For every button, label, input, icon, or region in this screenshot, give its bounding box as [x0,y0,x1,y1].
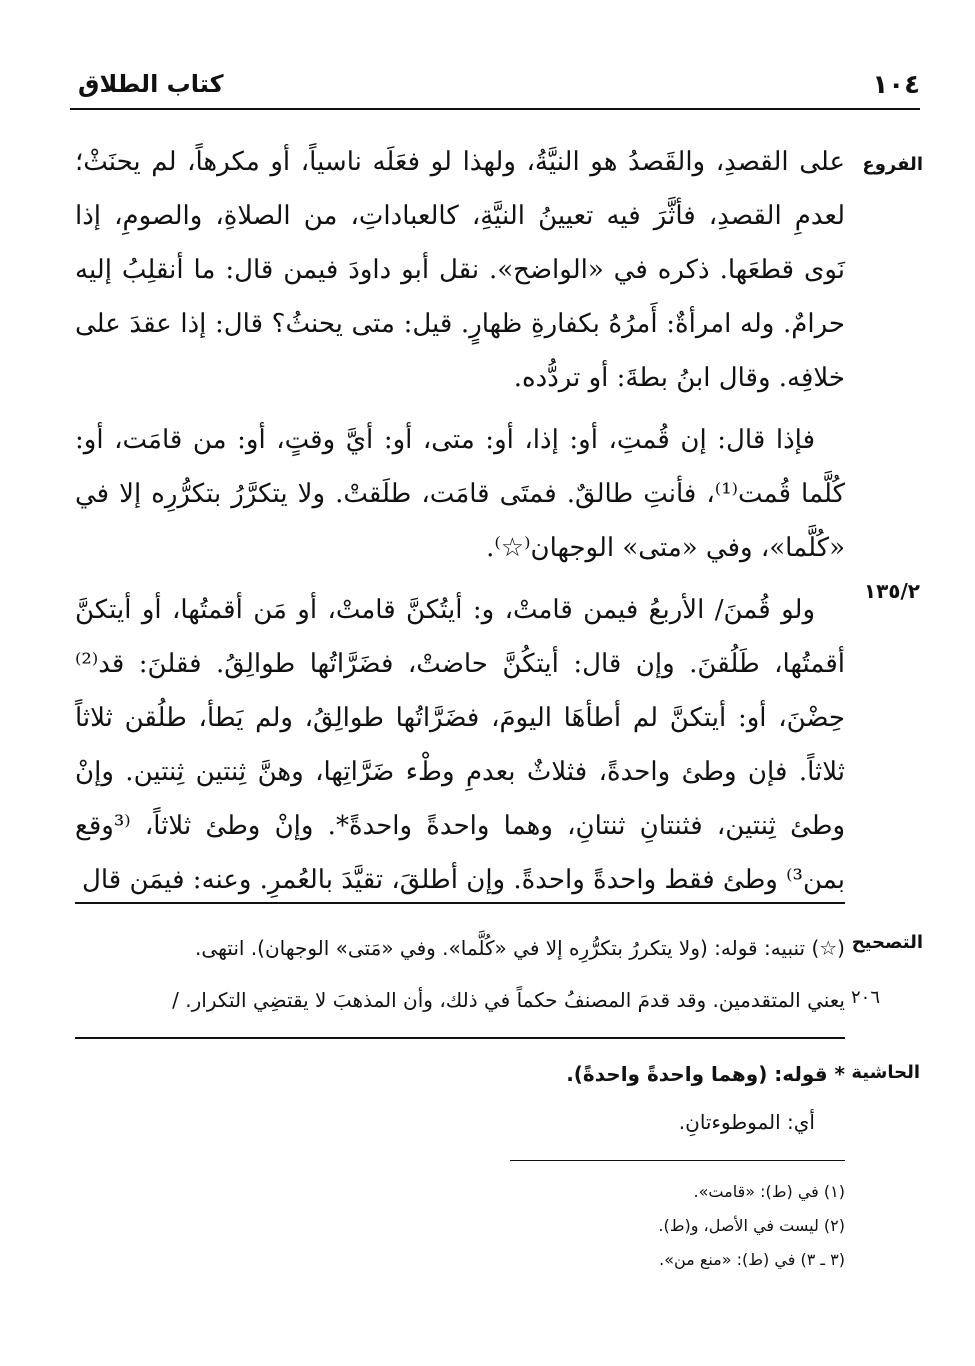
main-paragraph: على القصدِ، والقَصدُ هو النيَّةُ، ولهذا لو فعَلَه ناسياً، أو مكرهاً، لم يحنَثْ؛ لعدمِ القصدِ، فأثَّرَ فيه تعيينُ النيَّةِ، كالعباداتِ، من الصلاةِ، والصومِ، إذا نَوى قطعَها. ذكره في «الواضح». نقل أبو داودَ فيمن قال: ما أنقلِبُ إليه حرامٌ. وله امرأةٌ: أَمرُهُ بكفارةِ ظهارٍ. قيل: متى يحنثُ؟ قال: إذا عقدَ على خلافِه. وقال ابنُ بطةَ: أو تردُّده. [75,147,845,393]
tashih-section [75,922,845,1026]
tashih-line: (☆) تنبيه: قوله: (ولا يتكررُ بتكرُّرِه إلا في «كُلَّما». وفي «مَتى» الوجهان). انتهى. [195,936,845,960]
main-paragraph: فإذا قال: إن قُمتِ، أو: إذا، أو: متى، أو: أيَّ وقتٍ، أو: من قامَت، أو: كُلَّما قُمت⁽¹⁾، فأنتِ طالقٌ. فمتَى قامَت، طلَقتْ. ولا يتكرَّرُ بتكرُّرِه إلا في «كُلَّما»، وفي «متى» الوجهان⁽☆⁾. [75,425,845,563]
margin-label-hashiya: الحاشية [851,1062,920,1083]
page-number: ١٠٤ [872,70,920,100]
hashiya-heading: * قوله: (وهما واحدةً واحدةً). [566,1062,845,1086]
tashih-line: يعني المتقدمين. وقد قدمَ المصنفُ حكماً في ذلك، وأن المذهبَ لا يقتضِي التكرار. / [172,988,845,1012]
margin-reference-tashih: ٢٠٦ [850,987,880,1008]
section-divider [75,902,845,904]
footnotes [75,1175,845,1277]
footnote: (٣ ـ ٣) في (ط): «منع من». [659,1250,845,1269]
footnote-divider [510,1160,845,1161]
margin-reference: ١٣٥/٢ [863,579,920,603]
page-header [70,68,920,108]
footnote: (٢) ليست في الأصل، و(ط). [658,1216,845,1235]
footnote: (١) في (ط): «قامت». [693,1182,845,1201]
margin-label-furu: الفروع [862,154,923,175]
margin-label-tashih: التصحيح [851,932,923,953]
main-paragraph: ولو قُمنَ/ الأربعُ فيمن قامتْ، و: أيتُكنَّ قامتْ، أو مَن أقمتُها، أو أيتكنَّ أقمتُها، طَلُقنَ. وإن قال: أيتكُنَّ حاضتْ، فضَرَّاتُها طوالِقُ. فقلنَ: قد⁽²⁾ حِضْنَ، أو: أيتكنَّ لم أطأهَا اليومَ، فضَرَّاتُها طوالِقُ، ولم يَطأ، طلُقن ثلاثاً ثلاثاً. فإن وطئ واحدةً، فثلاثٌ بعدمِ وطْء ضَرَّاتِها، وهنَّ ثِنتين ثِنتين. وإنْ وطئ ثِنتين، فثنتانِ ثنتانِ، وهما واحدةً واحدةً*. وإنْ وطئ ثلاثاً، ⁽³وقع بمن³⁾ وطئ فقط واحدةً واحدةً. وإن أطلقَ، تقيَّدَ بالعُمرِ. وعنه: فيمَن قال [75,595,845,895]
main-text [75,135,845,915]
header-rule [70,108,920,110]
hashiya-body: أي: الموطوءتانِ. [678,1110,815,1134]
hashiya-section [75,1056,845,1140]
section-divider [75,1037,845,1039]
running-title: كتاب الطلاق [78,70,224,98]
